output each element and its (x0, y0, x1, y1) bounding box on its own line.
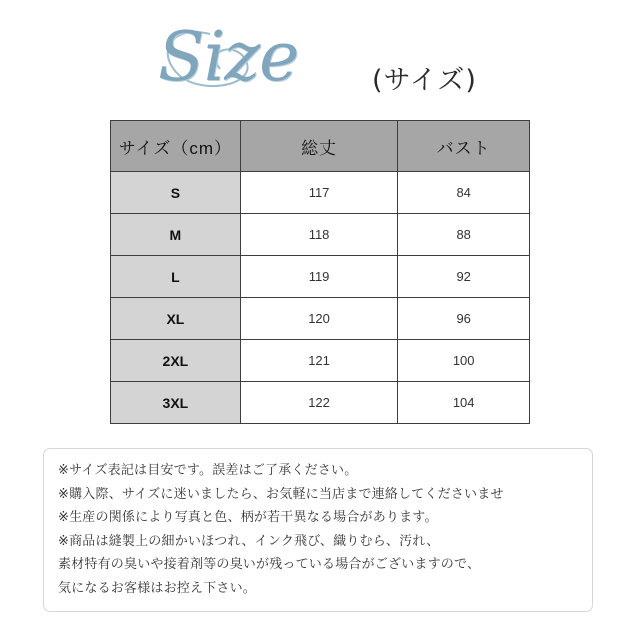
table-header-row (111, 121, 530, 172)
size-cell: M (111, 214, 241, 256)
length-cell: 121 (240, 340, 398, 382)
table-row (111, 214, 530, 256)
size-cell: 2XL (111, 340, 241, 382)
bust-cell: 104 (398, 382, 530, 424)
bust-cell: 100 (398, 340, 530, 382)
length-cell: 117 (240, 172, 398, 214)
header-size: サイズ（cm） (111, 121, 241, 172)
size-cell: 3XL (111, 382, 241, 424)
length-cell: 119 (240, 256, 398, 298)
bust-cell: 92 (398, 256, 530, 298)
page-title (150, 14, 510, 104)
notes-box (43, 448, 593, 612)
bust-cell: 88 (398, 214, 530, 256)
note-line: 素材特有の臭いや接着剤等の臭いが残っている場合がございますので、 (58, 557, 481, 572)
size-cell: L (111, 256, 241, 298)
table-row (111, 298, 530, 340)
size-cell: XL (111, 298, 241, 340)
note-line: 気になるお客様はお控え下さい。 (58, 580, 257, 596)
title-main: Size (158, 18, 299, 97)
length-cell: 120 (240, 298, 398, 340)
note-line: ※生産の関係により写真と色、柄が若干異なる場合があります。 (58, 510, 438, 525)
bust-cell: 84 (398, 172, 530, 214)
header-bust: バスト (398, 121, 530, 172)
note-line: ※サイズ表記は目安です。誤差はご了承ください。 (58, 463, 358, 478)
note-line: ※商品は縫製上の細かいほつれ、インク飛び、織りむら、汚れ、 (58, 533, 440, 549)
length-cell: 122 (240, 382, 398, 424)
header-length: 総丈 (240, 121, 398, 172)
table-row (111, 172, 530, 214)
size-cell: S (111, 172, 241, 214)
length-cell: 118 (240, 214, 398, 256)
size-table (110, 120, 530, 424)
table-row (111, 382, 530, 424)
table-row (111, 340, 530, 382)
title-sub: (サイズ) (372, 65, 477, 96)
table-row (111, 256, 530, 298)
bust-cell: 96 (398, 298, 530, 340)
note-line: ※購入際、サイズに迷いましたら、お気軽に当店まで連絡してくださいませ (58, 486, 504, 502)
